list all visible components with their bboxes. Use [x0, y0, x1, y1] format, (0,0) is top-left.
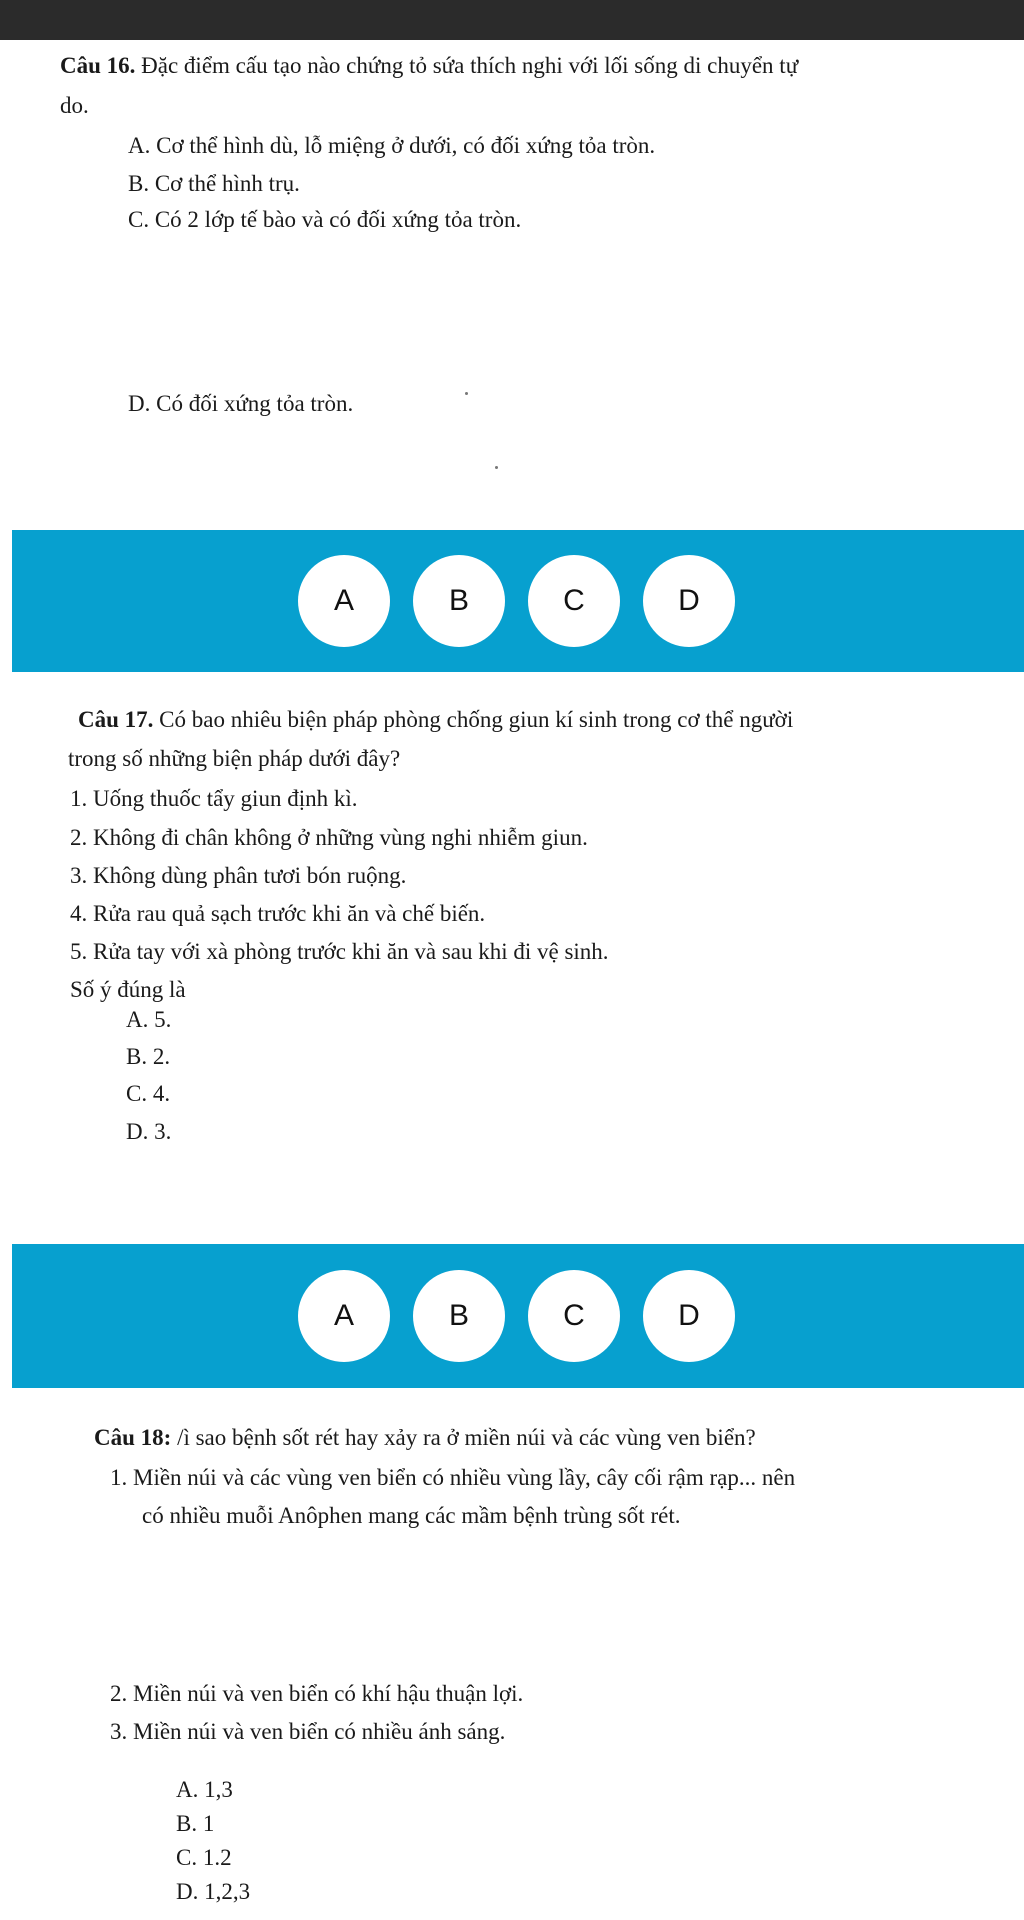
q17-line1 [78, 706, 793, 734]
q18-option-c: C. 1.2 [176, 1845, 232, 1870]
q18-statement-1-line2: có nhiều muỗi Anôphen mang các mầm bệnh trùng sốt rét. [142, 1503, 681, 1528]
stray-dot [495, 466, 498, 469]
q17-statement-3: 3. Không dùng phân tươi bón ruộng. [70, 863, 407, 888]
q16-label: Câu 16. [60, 53, 136, 78]
q17-option-d: D. 3. [126, 1119, 172, 1144]
q18-option-a: A. 1,3 [176, 1777, 233, 1802]
answer-c-button[interactable]: C [528, 555, 620, 647]
q18-line1 [94, 1424, 756, 1452]
q18-statement-3: 3. Miền núi và ven biển có nhiều ánh sáng. [110, 1719, 506, 1744]
q17-text-line1: Có bao nhiêu biện pháp phòng chống giun kí sinh trong cơ thể người [159, 707, 794, 732]
q16-option-d: D. Có đối xứng tỏa tròn. [128, 391, 354, 416]
answer-b-button[interactable]: B [413, 555, 505, 647]
q18-statement-2: 2. Miền núi và ven biển có khí hậu thuận lợi. [110, 1681, 524, 1706]
q16-option-a: A. Cơ thể hình dù, lỗ miệng ở dưới, có đối xứng tỏa tròn. [128, 133, 656, 158]
q16-text-line1: Đặc điểm cấu tạo nào chứng tỏ sứa thích nghi với lối sống di chuyển tự [141, 53, 799, 78]
q17-text-line2: trong số những biện pháp dưới đây? [68, 746, 401, 771]
q17-label: Câu 17. [78, 707, 154, 732]
q16-line1 [60, 52, 798, 80]
stray-dot [465, 392, 468, 395]
q17-statement-2: 2. Không đi chân không ở những vùng nghi nhiễm giun. [70, 825, 588, 850]
answer-c-button[interactable]: C [528, 1270, 620, 1362]
top-status-bar [0, 0, 1024, 40]
answer-bar-1 [12, 530, 1024, 672]
answer-bar-2 [12, 1244, 1024, 1388]
q16-option-b: B. Cơ thể hình trụ. [128, 171, 300, 196]
q17-statement-4: 4. Rửa rau quả sạch trước khi ăn và chế biến. [70, 901, 486, 926]
q17-statement-5: 5. Rửa tay với xà phòng trước khi ăn và sau khi đi vệ sinh. [70, 939, 609, 964]
q16-text-line2: do. [60, 93, 89, 118]
q18-option-b: B. 1 [176, 1811, 215, 1836]
answer-b-button[interactable]: B [413, 1270, 505, 1362]
q18-label: Câu 18: [94, 1425, 172, 1450]
q17-prompt: Số ý đúng là [70, 977, 186, 1002]
q18-text-line1: /ì sao bệnh sốt rét hay xảy ra ở miền núi và các vùng ven biển? [177, 1425, 756, 1450]
q17-option-a: A. 5. [126, 1007, 172, 1032]
q17-option-c: C. 4. [126, 1081, 171, 1106]
answer-a-button[interactable]: A [298, 1270, 390, 1362]
q18-statement-1-line1: 1. Miền núi và các vùng ven biển có nhiều vùng lầy, cây cối rậm rạp... nên [110, 1465, 796, 1490]
answer-a-button[interactable]: A [298, 555, 390, 647]
q17-option-b: B. 2. [126, 1044, 171, 1069]
answer-d-button[interactable]: D [643, 1270, 735, 1362]
q17-statement-1: 1. Uống thuốc tẩy giun định kì. [70, 786, 358, 811]
q18-option-d: D. 1,2,3 [176, 1879, 251, 1904]
q16-option-c: C. Có 2 lớp tế bào và có đối xứng tỏa tròn. [128, 207, 522, 232]
answer-d-button[interactable]: D [643, 555, 735, 647]
